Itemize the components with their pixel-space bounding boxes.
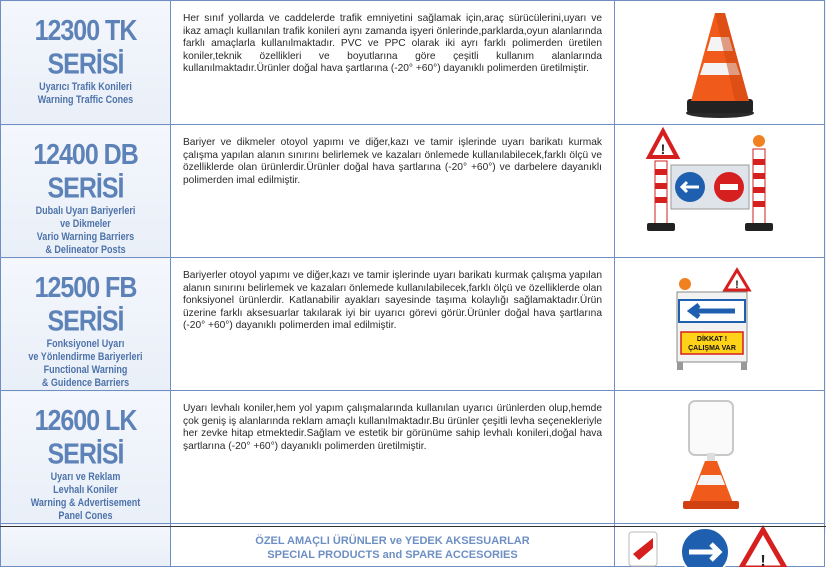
product-image-cell [615,258,825,391]
series-cell [1,1,171,125]
panel-cone-image [615,391,825,513]
series-cell [1,258,171,391]
series-name-en: Warning Traffic Cones [37,94,134,106]
svg-text:!: ! [760,553,766,567]
description-cell [171,391,615,524]
series-description: Uyarı levhalı koniler,hem yol yapım çalışmalarında kullanılan uyarıcı ürünlerden olup,hemde çok geniş iş alanlarında reklam amaçlı kullanılmaktadır.Bu ürünler çeşitli levha seçenekleriyle her zevke hitap etmektedir.Sağlam ve estetik bir görünüme sahip levhalı konileri,doğal hava şartlarına (-20° +60°) dayanıklı polimerden üretilmiştir. [183,403,603,452]
series-cell-empty [1,524,171,567]
series-code: 12500 FB SERİSİ [34,271,137,338]
product-image-cell [615,391,825,524]
accessories-image [615,524,825,567]
svg-text:!: ! [660,141,666,157]
series-name-tr: Fonksiyonel Uyarı [46,338,125,350]
series-name-en-2: Panel Cones [58,510,113,522]
table-row-12400 [1,125,825,258]
product-image-cell [615,524,825,567]
series-name-tr: Dubalı Uyarı Bariyerleri [35,205,136,217]
table-row-special [1,524,825,567]
series-cell [1,391,171,524]
description-cell [171,258,615,391]
barrier-sign-line-2: ÇALIŞMA VAR [688,345,736,352]
special-products-title-tr: ÖZEL AMAÇLI ÜRÜNLER ve YEDEK AKSESUARLAR [255,535,530,547]
table-row-12300 [1,1,825,125]
barrier-sign-line-1: DİKKAT ! [696,336,728,343]
special-products-cell [171,524,615,567]
traffic-cone-image [615,1,825,125]
series-description: Bariyer ve dikmeler otoyol yapımı ve diğer,kazı ve tamir işlerinde uyarı barikatı kurmak çalışma yapılan alanın sınırını belirlemek ve kazaları önlemede kullanılabilecek,farklı ölçü ve özelliklerde olan ürünlerdir.Ürünler doğal hava şartlarına (-20° +60°) ve darbelere dayanıklı polimerden imal edilmiştir. [183,137,602,186]
description-cell [171,125,615,258]
series-name-en: Vario Warning Barriers [36,231,135,243]
series-name-tr: Uyarıcı Trafik Konileri [39,81,132,93]
series-name-tr: Uyarı ve Reklam [50,471,121,483]
series-description: Her sınıf yollarda ve caddelerde trafik emniyetini sağlamak için,araç sürücülerini,uyarı ve ikaz amaçlı kullanılan trafik konileri aynı zamanda işyeri önlerinde,parklarda,oyun alanlarında farklı amaçlarla kullanılmaktadır. PVC ve PPC olarak iki ayrı farklı polimerden üretilen koniler,teknik özellikleri ve boyutlarına göre çeşitli kullanım alanlarında kullanılmaktadır.Ürünler doğal hava şartlarına (-20° +60°) dayanıklı polimerden üretilmiştir. [183,13,602,75]
arrow-sign-icon [681,528,729,567]
series-code: 12300 TK SERİSİ [34,14,137,81]
product-image-cell [615,1,825,125]
description-cell [171,1,615,125]
special-products-title-en: SPECIAL PRODUCTS and SPARE ACCESORIES [267,549,518,561]
product-image-cell [615,125,825,258]
series-name-en: Warning & Advertisement [30,497,141,509]
bottom-rule [0,526,826,527]
svg-text:!: ! [735,279,739,291]
series-code: 12400 DB SERİSİ [33,138,138,205]
table-row-12600 [1,391,825,524]
vario-barrier-image [615,125,825,245]
series-name-en-2: & Delineator Posts [45,244,126,256]
series-name-tr-2: ve Yönlendirme Bariyerleri [28,351,143,363]
series-description: Bariyerler otoyol yapımı ve diğer,kazı ve tamir işlerinde uyarı barikatı kurmak çalışma yapılan alanın sınırını belirlemek ve kazaları önlemede kullanılabilecek,farklı ölçü ve özelliklerde olan fonksiyonel ürünlerdir. Katlanabilir ayakları sayesinde taşıma kolaylığı sağlamaktadır.Ürün üzerine farklı aksesuarlar takılarak iyi bir uyarıcı görevi görür.Ürünler doğal hava şartlarına (-20° +60°) dayanıklı polimerden imal edilmiştir. [183,270,602,332]
series-name-en: Functional Warning [43,364,128,376]
series-code: 12600 LK SERİSİ [34,404,137,471]
series-name-tr-2: Levhalı Koniler [53,484,118,496]
series-cell [1,125,171,258]
series-name-en-2: & Guidence Barriers [41,377,130,389]
functional-barrier-image [615,258,825,376]
series-name-tr-2: ve Dikmeler [60,218,111,230]
table-row-12500 [1,258,825,391]
